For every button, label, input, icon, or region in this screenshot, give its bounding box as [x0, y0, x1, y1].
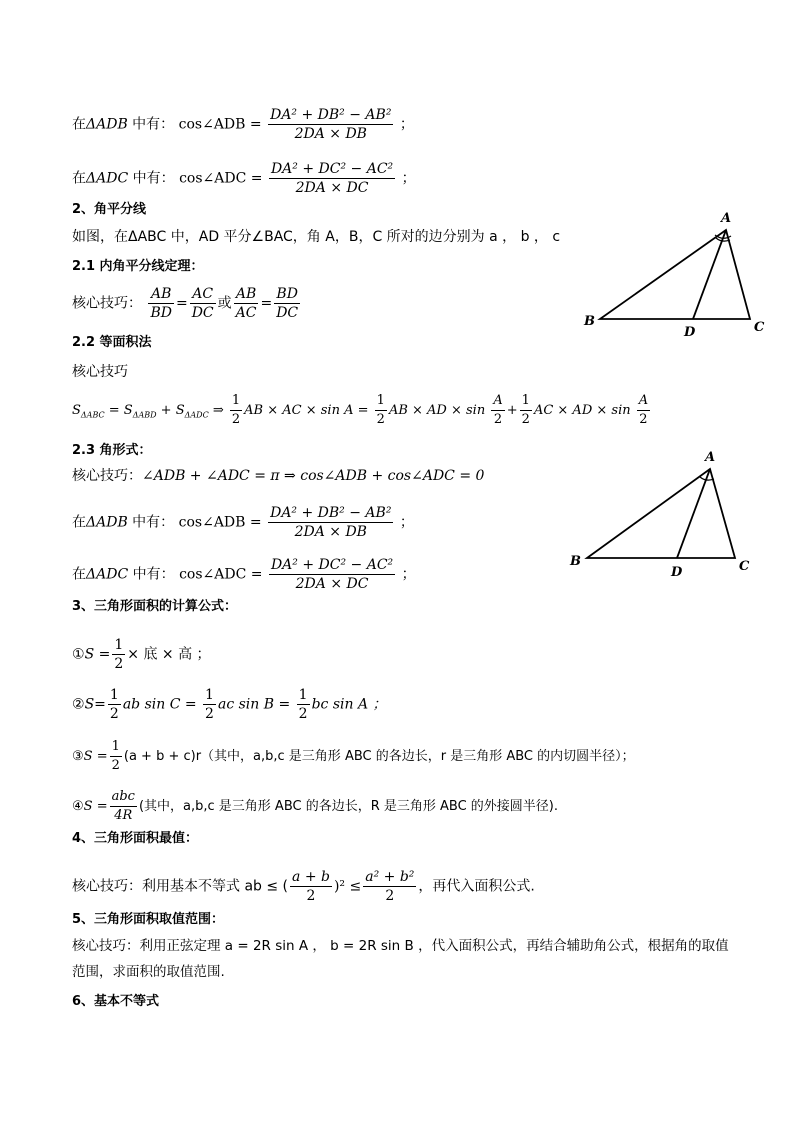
fraction-ac-dc [190, 285, 216, 322]
fraction-half [297, 686, 310, 723]
section3-heading: 3、三角形面积的计算公式： [72, 599, 238, 614]
text-prefix: 在 [72, 514, 86, 531]
area-symbol: S [123, 403, 133, 418]
plus: + [156, 403, 176, 418]
area-formula-2 [72, 686, 387, 723]
fraction-denominator: 2 [298, 706, 308, 722]
formula-term: bc sin A ； [311, 696, 387, 713]
fraction-bd-dc [274, 285, 300, 322]
fraction-ab-ac [234, 285, 259, 322]
cos-lhs: cos∠ADC = [179, 566, 263, 583]
implies: ⇒ [208, 403, 228, 418]
text-middle: 中有： [128, 566, 175, 583]
fraction-numerator: a² + b² [365, 869, 415, 885]
or-word: 或 [217, 295, 232, 312]
section22-heading: 2.2 等面积法 [72, 335, 152, 350]
fraction-numerator: DA² + DC² − AC² [270, 557, 394, 573]
fraction-denominator: 2DA × DB [294, 524, 367, 540]
fraction-numerator: 1 [109, 687, 119, 703]
fraction-denominator: 2 [493, 412, 503, 427]
fraction-numerator: A [637, 392, 650, 411]
semicolon: ； [399, 116, 414, 133]
fraction-numerator: 1 [520, 392, 532, 411]
cos-fraction [268, 504, 393, 541]
formula-lhs: S= [84, 696, 106, 713]
law-cos-adb-line [72, 106, 414, 143]
fraction-numerator: AB [148, 285, 174, 304]
area-symbol: S [72, 403, 81, 418]
area-term: AB × AC × sin A = [244, 403, 369, 418]
fraction-numerator: 1 [114, 637, 124, 653]
area-term: AB × AD × sin [388, 403, 486, 418]
section2-intro: 如图，在ΔABC 中，AD 平分∠BAC，角 A，B，C 所对的边分别为 a ， b ， c [72, 229, 561, 245]
semicolon: ； [401, 566, 416, 583]
triangle-abc [587, 469, 735, 558]
fraction-numerator: A [491, 392, 504, 411]
bisector-ad [693, 230, 726, 319]
section21-heading: 2.1 内角平分线定理： [72, 259, 204, 274]
area-formula-3 [72, 738, 635, 775]
semicolon: ； [399, 514, 414, 531]
label-d: D [684, 325, 696, 340]
circled-number: ④ [72, 799, 84, 814]
section5-line1: 核心技巧：利用正弦定理 a = 2R sin A ， b = 2R sin B ，代入面积公式，再结合辅助角公式，根据角的取值 [72, 938, 729, 954]
triangle-name: ΔADB [86, 514, 128, 531]
angle-form-formula: ∠ADB + ∠ADC = π ⇒ cos∠ADB + cos∠ADC = 0 [142, 468, 485, 484]
fraction-denominator: 2 [111, 758, 120, 773]
fraction-a-half [491, 392, 504, 429]
fraction-numerator: DA² + DB² − AB² [270, 505, 392, 521]
fraction-denominator: DC [191, 305, 214, 321]
label-c: C [754, 320, 765, 335]
fraction-denominator: 4R [114, 808, 133, 823]
label-c: C [739, 559, 750, 574]
circled-number: ① [72, 646, 85, 663]
skill2-label: 核心技巧 [72, 364, 128, 380]
area-formula-4 [72, 788, 558, 825]
fraction-numerator: a + b [292, 869, 330, 885]
text-middle: 中有： [127, 514, 175, 531]
fraction-numerator: 1 [205, 687, 214, 703]
area-term: AC × AD × sin [533, 403, 631, 418]
law-cos-adc-line [72, 160, 416, 197]
angle-bisector-theorem [72, 285, 302, 322]
text-middle: 中有： [128, 170, 175, 187]
equal-area-formula [72, 392, 652, 429]
skill-label: 核心技巧： [72, 295, 142, 312]
area-subscript: ΔADC [184, 410, 209, 420]
fraction-denominator: BD [150, 305, 172, 321]
fraction-denominator: 2 [639, 412, 648, 427]
fraction-denominator: 2DA × DC [295, 576, 369, 592]
equals: = [175, 295, 188, 312]
formula-lhs: S = [83, 799, 108, 814]
triangle-figure-1 [578, 205, 778, 345]
fraction-denominator: 2 [521, 412, 530, 427]
semicolon: ； [401, 170, 416, 187]
formula-rhs: (其中，a,b,c 是三角形 ABC 的各边长，R 是三角形 ABC 的外接圆半径). [138, 799, 559, 814]
fraction-numerator: AB [234, 285, 259, 304]
fraction-denominator: 2DA × DB [294, 126, 367, 142]
cos-fraction [269, 160, 395, 197]
fraction-denominator: 2DA × DC [295, 180, 369, 196]
triangle-name: ΔADB [86, 116, 128, 133]
text-prefix: 在 [72, 170, 86, 187]
fraction-half [108, 686, 121, 723]
circled-number: ③ [72, 749, 84, 764]
equals: = [104, 403, 124, 418]
fraction-denominator: 2 [114, 656, 124, 672]
formula-rhs: × 底 × 高 ； [127, 646, 211, 663]
triangle-figure-2 [565, 445, 765, 585]
fraction-denominator: DC [276, 305, 299, 321]
plus: + [506, 403, 518, 418]
fraction-ab-bd [148, 285, 174, 322]
skill-label: 核心技巧： [72, 468, 142, 484]
section2-heading: 2、角平分线 [72, 202, 147, 217]
fraction-squares [363, 868, 416, 905]
fraction-numerator: DA² + DB² − AB² [270, 107, 392, 123]
fraction-denominator: 2 [306, 888, 316, 904]
formula-term: ac sin B = [217, 696, 291, 713]
fraction-half [520, 392, 532, 429]
cos-fraction [269, 556, 395, 593]
label-d: D [671, 565, 683, 580]
triangle-name: ΔADC [86, 170, 129, 187]
inequality: )² ≤ [333, 878, 362, 895]
law-cos-adb-line-2 [72, 504, 414, 541]
fraction-numerator: 1 [375, 392, 387, 411]
triangle-abc [600, 230, 750, 319]
area-subscript: ΔABC [80, 410, 105, 420]
fraction-half [112, 636, 125, 673]
triangle-name: ΔADC [86, 566, 129, 583]
fraction-abc-4r [110, 788, 137, 825]
label-b: B [570, 554, 581, 569]
formula-lhs: S = [84, 646, 111, 663]
fraction-numerator: 1 [230, 392, 242, 411]
formula-rhs: (a + b + c)r（其中，a,b,c 是三角形 ABC 的各边长，r 是三角形 ABC 的内切圆半径）； [123, 749, 635, 764]
fraction-a-plus-b [290, 868, 332, 905]
section4-heading: 4、三角形面积最值： [72, 831, 199, 846]
label-a: A [705, 450, 716, 465]
skill-text: 核心技巧：利用基本不等式 ab ≤ ( [72, 878, 289, 895]
formula-lhs: S = [83, 749, 108, 764]
skill-text-end: ，再代入面积公式. [418, 878, 535, 895]
text-prefix: 在 [72, 566, 86, 583]
label-b: B [584, 314, 595, 329]
fraction-numerator: DA² + DC² − AC² [270, 161, 394, 177]
fraction-denominator: 2 [205, 706, 214, 722]
bisector-ad [677, 469, 710, 558]
fraction-half [375, 392, 387, 429]
section23-heading: 2.3 角形式： [72, 443, 152, 458]
area-subscript: ΔABD [132, 410, 157, 420]
fraction-numerator: 1 [298, 687, 308, 703]
fraction-denominator: 2 [231, 412, 241, 427]
cos-fraction [268, 106, 393, 143]
cos-lhs: cos∠ADB = [178, 514, 262, 531]
fraction-denominator: 2 [109, 706, 119, 722]
fraction-denominator: 2 [376, 412, 385, 427]
fraction-half [110, 738, 122, 775]
section5-heading: 5、三角形面积取值范围： [72, 912, 225, 927]
fraction-numerator: BD [274, 285, 300, 304]
area-formula-1 [72, 636, 211, 673]
angle-form-skill [72, 466, 484, 486]
fraction-half [230, 392, 242, 429]
fraction-numerator: abc [110, 788, 137, 807]
equals: = [260, 295, 273, 312]
formula-term: ab sin C = [122, 696, 197, 713]
area-symbol: S [175, 403, 185, 418]
label-a: A [721, 211, 732, 226]
fraction-numerator: AC [190, 285, 216, 304]
fraction-denominator: AC [235, 305, 257, 321]
cos-lhs: cos∠ADC = [179, 170, 263, 187]
section4-skill [72, 868, 535, 905]
section6-heading: 6、基本不等式 [72, 994, 160, 1009]
text-prefix: 在 [72, 116, 86, 133]
section5-line2: 范围，求面积的取值范围. [72, 964, 225, 980]
circled-number: ② [72, 696, 85, 713]
fraction-denominator: 2 [385, 888, 395, 904]
fraction-half [203, 686, 216, 723]
law-cos-adc-line-2 [72, 556, 416, 593]
fraction-numerator: 1 [110, 738, 122, 757]
text-middle: 中有： [127, 116, 175, 133]
cos-lhs: cos∠ADB = [178, 116, 262, 133]
fraction-a-half [637, 392, 650, 429]
